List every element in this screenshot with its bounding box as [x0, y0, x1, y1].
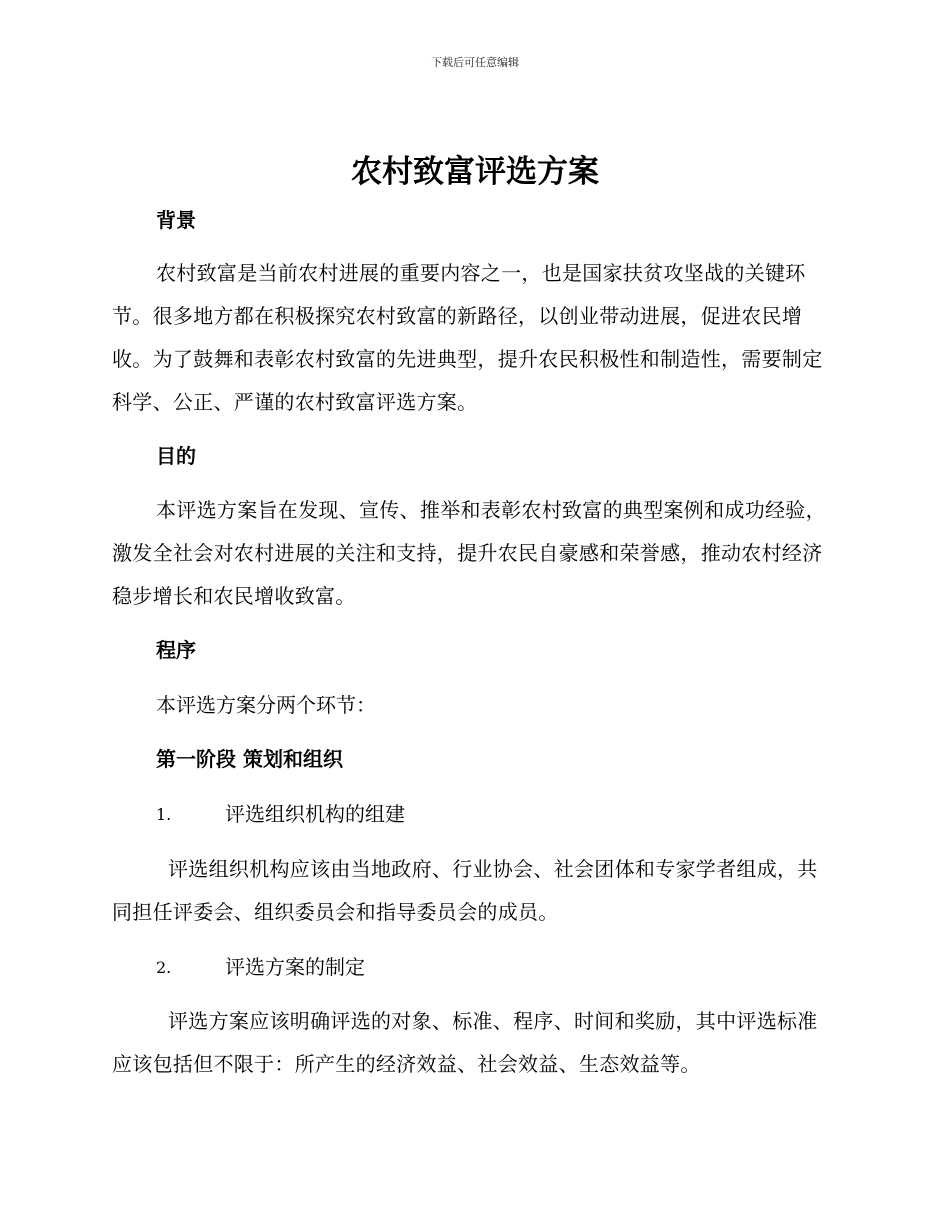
subsection-heading-stage1: 第一阶段 策划和组织 [156, 747, 343, 771]
paragraph-item-1: 评选组织机构应该由当地政府、行业协会、社会团体和专家学者组成，共同担任评委会、组织委员会和指导委员会的成员。 [112, 857, 818, 924]
section-heading-background: 背景 [156, 208, 196, 232]
section-heading-procedure: 程序 [156, 638, 196, 662]
paragraph-purpose: 本评选方案旨在发现、宣传、推举和表彰农村致富的典型案例和成功经验，激发全社会对农村进展的关注和支持，提升农民自豪感和荣誉感，推动农村经济稳步增长和农民增收致富。 [112, 498, 826, 608]
section-heading-purpose: 目的 [156, 444, 196, 468]
paragraph-item-2: 评选方案应该明确评选的对象、标准、程序、时间和奖励，其中评选标准应该包括但不限于：所产生的经济效益、社会效益、生态效益等。 [112, 1009, 818, 1076]
list-item-number-1: 1. [156, 805, 172, 824]
list-item-number-2: 2. [156, 958, 172, 977]
list-item-title-2: 评选方案的制定 [225, 955, 365, 979]
document-title: 农村致富评选方案 [351, 154, 599, 190]
paragraph-procedure-intro: 本评选方案分两个环节： [156, 693, 376, 717]
page-header-note: 下载后可任意编辑 [431, 56, 519, 69]
paragraph-background: 农村致富是当前农村进展的重要内容之一，也是国家扶贫攻坚战的关键环节。很多地方都在积极探究农村致富的新路径，以创业带动进展，促进农民增收。为了鼓舞和表彰农村致富的先进典型，提升农民积极性和制造性，需要制定科学、公正、严谨的农村致富评选方案。 [112, 261, 823, 414]
list-item-title-1: 评选组织机构的组建 [225, 802, 405, 826]
